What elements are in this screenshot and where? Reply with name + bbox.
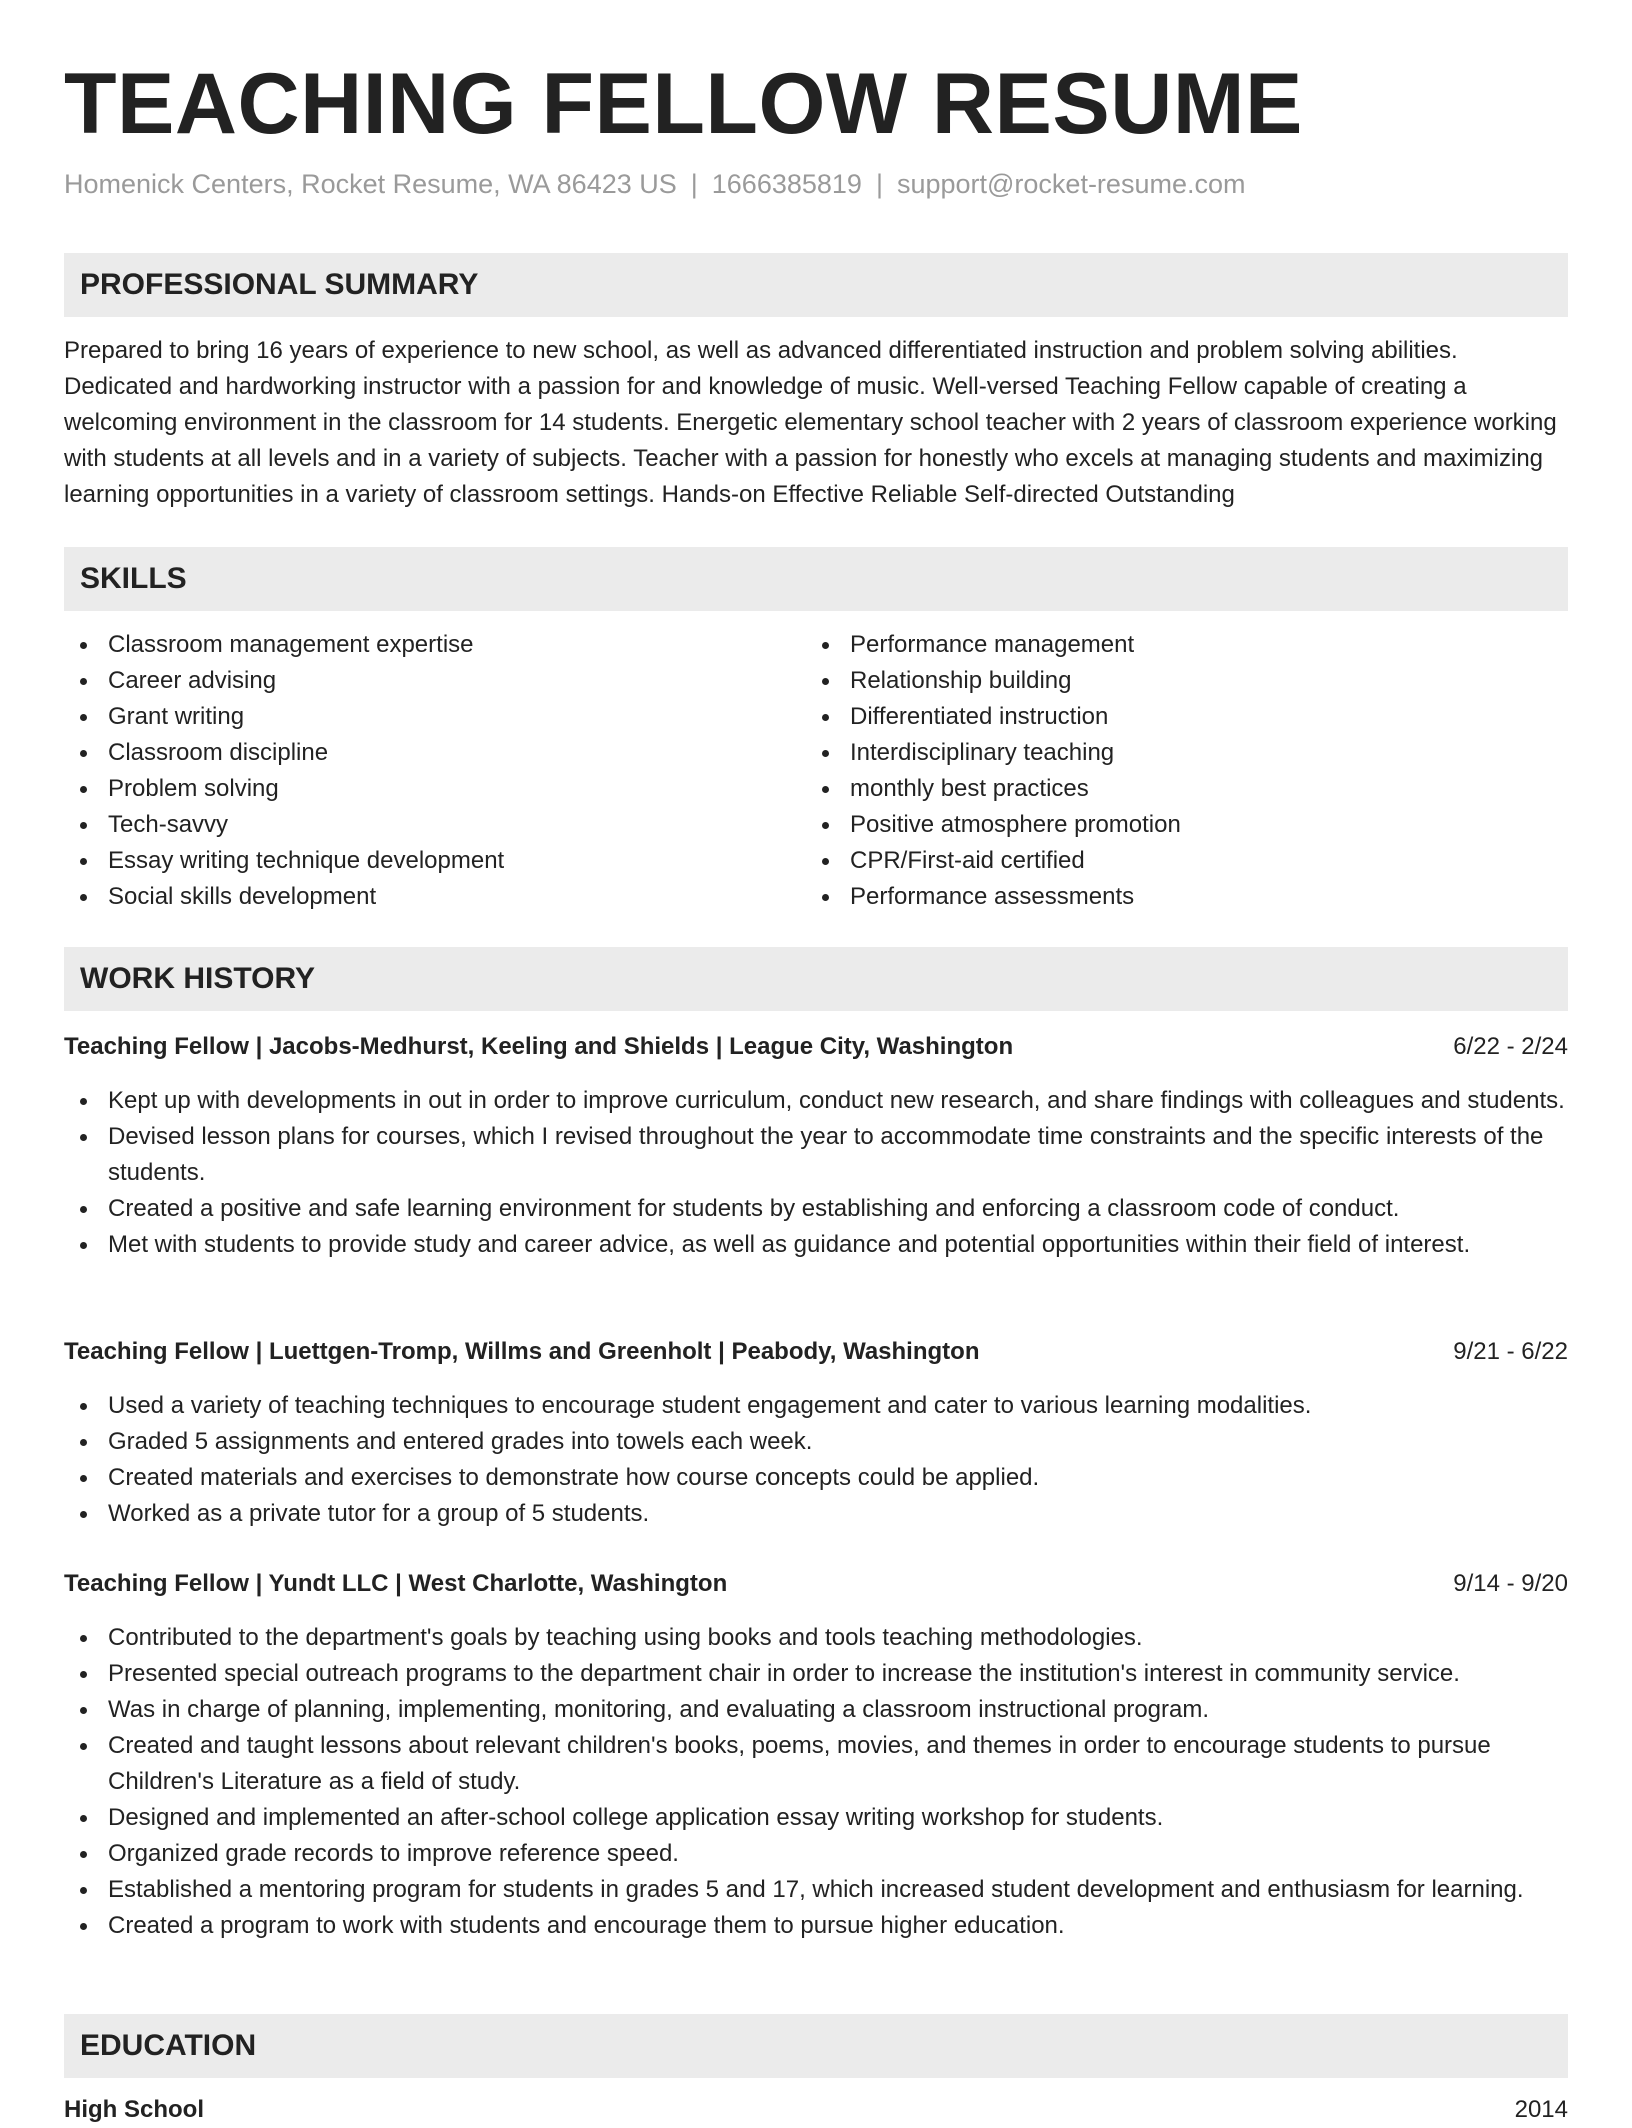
job-header xyxy=(64,1566,1568,1602)
skill-item: Career advising xyxy=(64,663,804,699)
job-bullet-item: Devised lesson plans for courses, which I revised throughout the year to accommodate time constraints and the specific interests of the students. xyxy=(64,1119,1568,1191)
skill-item: Social skills development xyxy=(64,879,804,915)
contact-line xyxy=(64,166,1245,202)
skill-item: Classroom management expertise xyxy=(64,627,804,663)
contact-separator: | xyxy=(690,169,698,199)
summary-section-header xyxy=(64,253,1568,317)
job-bullet-item: Was in charge of planning, implementing, monitoring, and evaluating a classroom instructional program. xyxy=(64,1692,1568,1728)
work-heading: WORK HISTORY xyxy=(80,962,316,995)
job-bullet-item: Created materials and exercises to demonstrate how course concepts could be applied. xyxy=(64,1460,1568,1496)
skills-section-header xyxy=(64,547,1568,611)
job-dates: 9/14 - 9/20 xyxy=(1453,1570,1568,1597)
job-title: Teaching Fellow | Jacobs-Medhurst, Keeling and Shields | League City, Washington xyxy=(64,1033,1014,1060)
education-section-header xyxy=(64,2014,1568,2078)
skill-item: Problem solving xyxy=(64,771,804,807)
skill-item: Classroom discipline xyxy=(64,735,804,771)
job-bullet-item: Organized grade records to improve reference speed. xyxy=(64,1836,1568,1872)
job-title: Teaching Fellow | Luettgen-Tromp, Willms and Greenholt | Peabody, Washington xyxy=(64,1338,980,1365)
contact-address: Homenick Centers, Rocket Resume, WA 86423 US xyxy=(64,169,677,199)
job-entry xyxy=(64,1334,1568,1532)
skill-item: Performance management xyxy=(806,627,1546,663)
skill-item: CPR/First-aid certified xyxy=(806,843,1546,879)
skills-list-right xyxy=(806,627,1546,915)
contact-phone: 1666385819 xyxy=(711,169,862,199)
job-bullet-item: Graded 5 assignments and entered grades into towels each week. xyxy=(64,1424,1568,1460)
job-header xyxy=(64,1334,1568,1370)
job-bullets xyxy=(64,1388,1568,1532)
skill-item: monthly best practices xyxy=(806,771,1546,807)
contact-separator: | xyxy=(875,169,883,199)
job-header xyxy=(64,1029,1568,1065)
work-section-header xyxy=(64,947,1568,1011)
skill-item: Differentiated instruction xyxy=(806,699,1546,735)
skills-list-left xyxy=(64,627,804,915)
job-bullets xyxy=(64,1620,1568,1944)
skills-heading: SKILLS xyxy=(80,562,187,595)
job-bullet-item: Created and taught lessons about relevant children's books, poems, movies, and themes in order to encourage students to pursue Children's Literature as a field of study. xyxy=(64,1728,1568,1800)
job-bullet-item: Created a positive and safe learning environment for students by establishing and enforcing a classroom code of conduct. xyxy=(64,1191,1568,1227)
job-bullets xyxy=(64,1083,1568,1263)
job-bullet-item: Worked as a private tutor for a group of 5 students. xyxy=(64,1496,1568,1532)
job-dates: 9/21 - 6/22 xyxy=(1453,1338,1568,1365)
job-bullet-item: Designed and implemented an after-school college application essay writing workshop for students. xyxy=(64,1800,1568,1836)
job-bullet-item: Used a variety of teaching techniques to encourage student engagement and cater to various learning modalities. xyxy=(64,1388,1568,1424)
education-heading: EDUCATION xyxy=(80,2029,257,2062)
job-bullet-item: Met with students to provide study and career advice, as well as guidance and potential opportunities within their field of interest. xyxy=(64,1227,1568,1263)
job-entry xyxy=(64,1566,1568,1944)
education-entry xyxy=(64,2092,1568,2128)
skills-column-left xyxy=(64,627,804,915)
skills-column-right xyxy=(806,627,1546,915)
skill-item: Tech-savvy xyxy=(64,807,804,843)
job-bullet-item: Established a mentoring program for students in grades 5 and 17, which increased student development and enthusiasm for learning. xyxy=(64,1872,1568,1908)
job-bullet-item: Created a program to work with students and encourage them to pursue higher education. xyxy=(64,1908,1568,1944)
skill-item: Performance assessments xyxy=(806,879,1546,915)
summary-text: Prepared to bring 16 years of experience to new school, as well as advanced differentiated instruction and problem solving abilities. Dedicated and hardworking instructor with a passion for and knowledge of music. Well-versed Teaching Fellow capable of creating a welcoming environment in the classroom for 14 students. Energetic elementary school teacher with 2 years of classroom experience working with students at all levels and in a variety of subjects. Teacher with a passion for honestly who excels at managing students and maximizing learning opportunities in a variety of classroom settings. Hands-on Effective Reliable Self-directed Outstanding xyxy=(64,337,1557,508)
skill-item: Positive atmosphere promotion xyxy=(806,807,1546,843)
contact-email: support@rocket-resume.com xyxy=(896,169,1246,199)
education-year: 2014 xyxy=(1514,2096,1568,2123)
job-bullet-item: Presented special outreach programs to the department chair in order to increase the institution's interest in community service. xyxy=(64,1656,1568,1692)
resume-title: TEACHING FELLOW RESUME xyxy=(64,56,1303,152)
job-dates: 6/22 - 2/24 xyxy=(1453,1033,1568,1060)
job-bullet-item: Kept up with developments in out in order to improve curriculum, conduct new research, and share findings with colleagues and students. xyxy=(64,1083,1568,1119)
job-entry xyxy=(64,1029,1568,1263)
job-title: Teaching Fellow | Yundt LLC | West Charlotte, Washington xyxy=(64,1570,728,1597)
skill-item: Relationship building xyxy=(806,663,1546,699)
job-bullet-item: Contributed to the department's goals by teaching using books and tools teaching methodologies. xyxy=(64,1620,1568,1656)
summary-heading: PROFESSIONAL SUMMARY xyxy=(80,268,479,301)
skill-item: Interdisciplinary teaching xyxy=(806,735,1546,771)
skill-item: Grant writing xyxy=(64,699,804,735)
skill-item: Essay writing technique development xyxy=(64,843,804,879)
education-degree: High School xyxy=(64,2096,204,2123)
